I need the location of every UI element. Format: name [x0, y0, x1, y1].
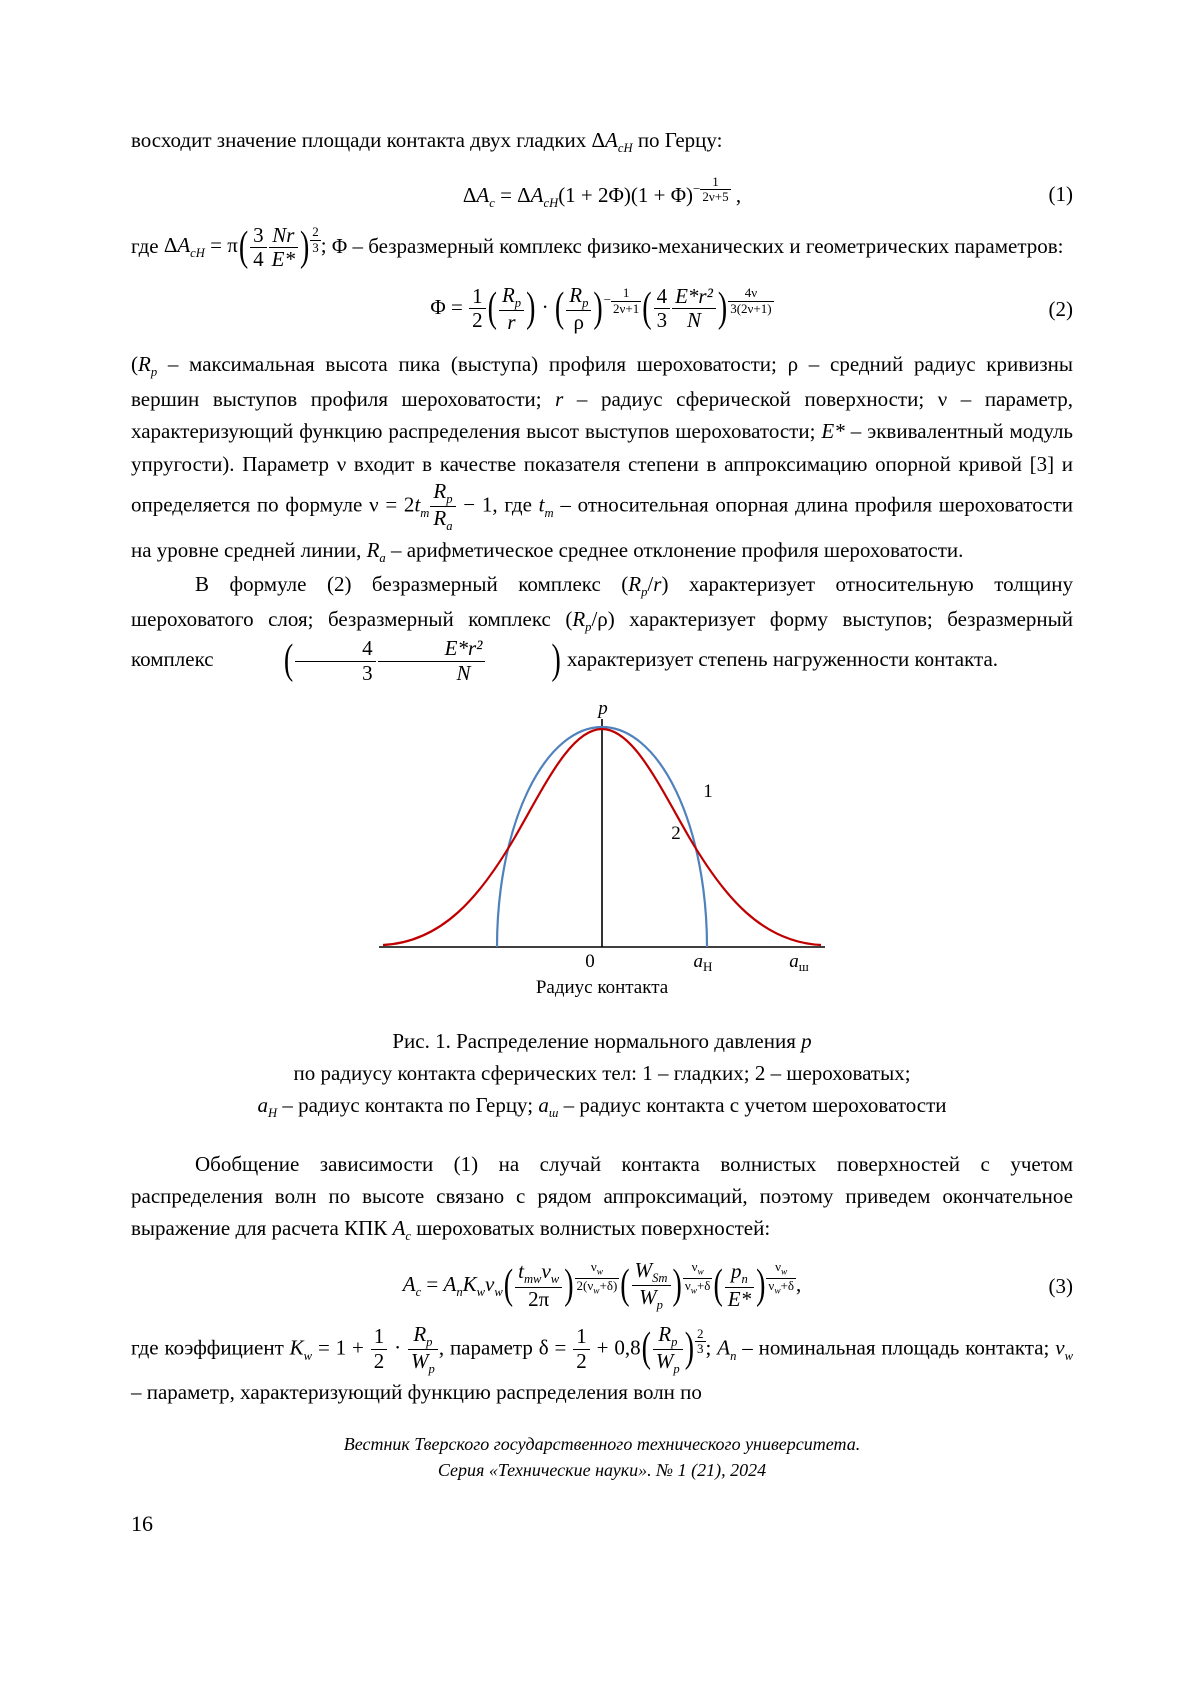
paren: )	[672, 1261, 682, 1309]
text: – номинальная площадь контакта;	[736, 1335, 1056, 1360]
var: R	[572, 606, 586, 631]
paren: )	[593, 284, 603, 332]
text: характеризует форму выступов; безразмерный комплекс	[131, 606, 1073, 672]
exponent	[575, 1260, 620, 1297]
formula	[402, 1258, 802, 1313]
sub: mw	[523, 1272, 542, 1287]
den: 2	[576, 1348, 587, 1373]
sub: ш	[798, 959, 809, 975]
sub: p	[585, 619, 592, 634]
var: E*r²	[675, 283, 713, 308]
num	[378, 637, 486, 662]
text: +δ)	[599, 1277, 618, 1293]
sub: p	[582, 295, 589, 310]
num	[766, 1260, 796, 1279]
text: характеризует степень нагруженности контакта.	[561, 647, 999, 672]
var: ν	[541, 1259, 551, 1284]
paragraph-generalization	[131, 1148, 1073, 1247]
sub: w	[690, 1286, 697, 1297]
text: где	[131, 233, 164, 258]
var: t	[538, 492, 545, 517]
caption-line-2	[131, 1057, 1073, 1089]
operator: ·	[388, 1335, 408, 1360]
sub: Sm	[652, 1271, 668, 1286]
den	[575, 1279, 620, 1297]
text: Рис. 1. Распределение нормального давления	[392, 1028, 802, 1053]
sub: p	[641, 585, 648, 600]
text: Обобщение зависимости (1) на случай контакта волнистых поверхностей с учетом распределения волн по высоте связано с рядом аппроксимаций, поэтому приведем окончательное выражение для расчета КПК	[131, 1151, 1073, 1241]
den	[378, 662, 486, 686]
x-axis-title: Радиус контакта	[535, 977, 669, 999]
text: (	[131, 352, 138, 377]
var: a	[538, 1093, 549, 1118]
var: W	[639, 1285, 657, 1310]
den	[499, 311, 524, 335]
num	[725, 1260, 754, 1287]
var: ν	[587, 1277, 594, 1293]
den: 3	[656, 308, 668, 333]
paren: )	[684, 1325, 695, 1372]
sub: w	[303, 1348, 313, 1363]
sub: w	[774, 1286, 781, 1297]
text: 2(	[576, 1277, 588, 1293]
text: )	[607, 606, 615, 631]
text: – радиус контакта с учетом шероховатости	[558, 1093, 947, 1118]
var: ν	[590, 1258, 597, 1274]
var: W	[634, 1258, 653, 1283]
den: 3(2ν+1)	[730, 300, 772, 316]
var: ν	[768, 1277, 775, 1293]
fraction	[295, 637, 376, 685]
paren: )	[551, 637, 561, 684]
den	[269, 248, 298, 272]
text: =	[421, 1271, 444, 1296]
text: ,	[730, 182, 742, 207]
fraction	[408, 1323, 438, 1377]
var: r	[555, 386, 564, 411]
fraction	[430, 480, 455, 534]
fraction	[310, 225, 321, 255]
text: – максимальная высота пика (выступа) профиля шероховатости; ρ – средний радиус кривизны вершин выступов профиля шероховатости;	[131, 352, 1073, 411]
num: 2	[312, 223, 319, 239]
minus-sign: −	[603, 292, 612, 308]
fraction	[378, 637, 486, 685]
formula	[462, 173, 742, 211]
sub: w	[781, 1267, 788, 1278]
text: ;	[320, 233, 327, 258]
fraction	[611, 286, 641, 316]
var: W	[655, 1348, 674, 1373]
num: 1	[611, 286, 641, 302]
var: E*	[727, 1286, 752, 1311]
sub: w	[1064, 1348, 1073, 1363]
text: – радиус контакта по Герцу;	[277, 1093, 539, 1118]
exponent	[728, 286, 773, 316]
num	[575, 1260, 620, 1279]
sub: m	[420, 505, 430, 520]
radius-hertz-label	[694, 951, 713, 974]
equation-1	[131, 175, 1073, 214]
var: W	[411, 1348, 429, 1373]
fraction	[728, 286, 773, 316]
fraction	[654, 285, 671, 333]
var: a	[789, 951, 799, 973]
exponent	[693, 175, 731, 205]
paren: (	[238, 223, 249, 271]
var: r	[507, 309, 516, 334]
caption-line-3	[131, 1089, 1073, 1124]
sub: w	[697, 1267, 704, 1278]
sub: H	[267, 1106, 278, 1121]
fraction	[766, 1260, 796, 1297]
equation-number: (2)	[1048, 296, 1073, 321]
den	[766, 1279, 796, 1297]
text: – арифметическое среднее отклонение профиля шероховатости.	[385, 537, 964, 562]
curve-2-label: 2	[671, 823, 681, 845]
text: шероховатых волнистых поверхностей:	[410, 1216, 771, 1241]
paren: )	[526, 284, 536, 332]
den: 2	[472, 308, 483, 333]
text: + 0,8	[590, 1335, 641, 1360]
num	[408, 1323, 438, 1350]
paren: )	[717, 284, 728, 332]
den: 2π	[528, 1286, 550, 1311]
var: A	[443, 1271, 457, 1296]
num: 1	[469, 285, 486, 310]
var: A	[530, 182, 544, 207]
figure-1	[131, 699, 1073, 1010]
var: A	[476, 182, 490, 207]
pressure-axis-label: p	[598, 699, 608, 720]
den	[632, 1286, 671, 1312]
fraction	[566, 284, 591, 335]
sub: w	[593, 1286, 600, 1297]
var: E*	[821, 419, 845, 444]
sub: a	[379, 550, 386, 565]
sub: c	[489, 196, 495, 211]
den: 2	[373, 1348, 385, 1373]
fraction	[695, 1327, 706, 1357]
den	[430, 507, 455, 533]
var: a	[693, 951, 704, 973]
equation-2	[131, 284, 1073, 335]
paren: (	[641, 1325, 651, 1372]
equation-number: (3)	[1048, 1273, 1073, 1298]
var: R	[433, 478, 447, 503]
footer-line-1: Вестник Тверского государственного технического университета.	[343, 1433, 861, 1454]
text: по Герцу:	[632, 128, 723, 152]
den	[725, 1288, 754, 1312]
var: a	[257, 1093, 268, 1118]
var: A	[392, 1216, 406, 1241]
exponent	[766, 1260, 796, 1297]
num: 4	[295, 637, 376, 662]
var: A	[717, 1335, 731, 1360]
fraction	[499, 284, 524, 335]
num	[566, 284, 591, 311]
paren: (	[554, 284, 565, 332]
sub: n	[730, 1348, 737, 1363]
var: K	[462, 1271, 477, 1296]
sub: p	[656, 1298, 663, 1313]
operator: ·	[536, 294, 554, 319]
sub: n	[741, 1272, 748, 1287]
fraction	[653, 1323, 683, 1377]
sub: p	[428, 1362, 435, 1377]
var: R	[628, 572, 642, 597]
sub: ш	[548, 1106, 559, 1121]
origin-label: 0	[585, 951, 595, 973]
den: 2ν+5	[702, 189, 729, 205]
sub: p	[426, 1334, 433, 1349]
text: =	[494, 182, 518, 207]
radius-rough-label	[789, 951, 809, 974]
page-number: 16	[131, 1510, 153, 1536]
fraction	[515, 1260, 562, 1311]
inline-formula	[163, 222, 327, 272]
fraction	[573, 1325, 590, 1373]
var: Δ	[163, 233, 178, 258]
var: p	[801, 1028, 812, 1053]
text: ;	[705, 1335, 712, 1360]
text: = π	[204, 233, 238, 258]
var: R	[501, 282, 515, 307]
text: параметр	[444, 1335, 539, 1360]
text: /	[591, 606, 598, 631]
var: R	[658, 1321, 672, 1346]
den	[683, 1279, 713, 1297]
num	[269, 224, 298, 249]
curve-1-label: 1	[703, 781, 713, 803]
den: 4	[253, 247, 264, 272]
var: Δ	[462, 182, 477, 207]
var: N	[456, 660, 471, 685]
paren: (	[283, 637, 294, 684]
paragraph-coefficients	[131, 1323, 1073, 1409]
den: 3	[697, 1341, 704, 1357]
fraction	[700, 175, 730, 205]
var: R	[138, 352, 151, 377]
footer-line-2: Серия «Технические науки». № 1 (21), 2024	[437, 1459, 767, 1480]
sub: w	[596, 1267, 603, 1278]
exponent	[683, 1260, 713, 1297]
num: 1	[573, 1325, 590, 1350]
exponent	[604, 286, 642, 316]
text: ,	[796, 1271, 802, 1296]
den	[408, 1350, 438, 1376]
fraction	[632, 1259, 671, 1313]
text: /	[647, 572, 654, 597]
fraction	[725, 1260, 754, 1311]
fraction	[269, 224, 298, 272]
den: 2ν+1	[613, 300, 640, 316]
num: 1	[371, 1325, 388, 1350]
num: 2	[697, 1325, 704, 1341]
var: A	[605, 128, 618, 152]
num	[632, 1259, 671, 1286]
text: – эквивалентный модуль упругости). Параметр ν входит в качестве показателя степени в аппроксимацию опорной кривой [3] и определяется по формуле ν = 2	[131, 419, 1074, 517]
num	[499, 284, 524, 311]
den: 3	[362, 660, 373, 685]
paragraph-intro	[131, 124, 1073, 159]
paren: )	[564, 1261, 574, 1309]
var: ν	[775, 1258, 782, 1274]
fraction	[371, 1325, 388, 1373]
var: Δ	[517, 182, 531, 207]
var: Δ	[591, 128, 606, 152]
sub: p	[671, 1334, 678, 1349]
text: – параметр, характеризующий функцию распределения волн по	[131, 1380, 702, 1405]
equation-3	[131, 1259, 1073, 1313]
var: R	[433, 506, 447, 531]
var: A	[402, 1271, 416, 1296]
var: ν	[691, 1258, 698, 1274]
var: A	[177, 233, 191, 258]
text: − 1, где	[456, 492, 539, 517]
sub: w	[494, 1284, 503, 1299]
sub: w	[550, 1272, 560, 1287]
paragraph-formula2-discussion	[131, 568, 1073, 685]
fraction	[575, 1260, 620, 1297]
fraction	[683, 1260, 713, 1297]
text: характеризует относительную толщину шероховатого слоя; безразмерный комплекс (	[131, 572, 1073, 631]
text: )	[661, 572, 669, 597]
paren: (	[620, 1261, 630, 1309]
var: r	[653, 572, 662, 597]
text: ρ	[597, 606, 608, 631]
sub: c	[415, 1284, 422, 1299]
num	[515, 1260, 562, 1287]
paragraph-definitions	[131, 348, 1073, 568]
var: t	[518, 1259, 524, 1284]
paren: )	[756, 1261, 766, 1309]
var: ν	[485, 1271, 495, 1296]
paren: (	[713, 1261, 723, 1309]
fraction	[672, 285, 716, 333]
num	[672, 285, 716, 310]
text: по радиусу контакта сферических тел: 1 – гладких; 2 – шероховатых;	[293, 1060, 911, 1085]
num: 1	[700, 175, 730, 191]
fraction	[250, 224, 267, 272]
sub: p	[150, 365, 158, 380]
var: R	[413, 1321, 427, 1346]
paren: (	[487, 284, 497, 332]
text: В формуле (2) безразмерный комплекс (	[195, 572, 629, 597]
den	[672, 309, 716, 333]
minus-sign: −	[693, 180, 701, 196]
text: ,	[438, 1335, 445, 1360]
var: E*r²	[444, 636, 483, 661]
sub: H	[703, 959, 713, 975]
var: K	[289, 1335, 304, 1360]
var: R	[569, 282, 583, 307]
var: t	[414, 492, 421, 517]
sub: p	[446, 492, 453, 507]
caption-line-1	[131, 1025, 1073, 1057]
exponent	[695, 1327, 706, 1357]
figure-1-chart	[367, 699, 837, 1001]
paren: (	[503, 1261, 514, 1309]
num	[683, 1260, 713, 1279]
sub: p	[673, 1362, 680, 1377]
var: ν	[1055, 1335, 1065, 1360]
num: 4ν	[728, 286, 773, 302]
text: – радиус сферической поверхности; ν – параметр, характеризующий функцию распределения высот выступов шероховатости;	[131, 386, 1073, 444]
text: = 1 +	[312, 1335, 370, 1360]
den: 3	[312, 239, 319, 255]
var: p	[731, 1259, 742, 1284]
var: R	[366, 537, 380, 562]
exponent	[310, 225, 321, 255]
paragraph-where	[131, 224, 1073, 272]
text: +δ	[780, 1277, 795, 1293]
text: Φ =	[430, 294, 469, 319]
text: – относительная опорная длина профиля шероховатости на уровне средней линии,	[131, 492, 1073, 562]
paren: )	[299, 223, 310, 271]
journal-footer	[131, 1431, 1073, 1483]
figure-caption	[131, 1025, 1073, 1124]
sub: n	[456, 1284, 463, 1299]
var: ν	[684, 1277, 691, 1293]
num	[430, 480, 455, 507]
sub: m	[544, 505, 554, 520]
sub: a	[446, 519, 453, 534]
var: Nr	[272, 222, 295, 247]
var: N	[686, 308, 701, 333]
sub: cH	[617, 141, 633, 156]
text: δ =	[538, 1335, 573, 1360]
num	[653, 1323, 683, 1350]
sub: cH	[190, 246, 205, 261]
den: ρ	[573, 309, 585, 334]
sub: w	[476, 1284, 486, 1299]
den	[653, 1350, 683, 1376]
num: 3	[250, 224, 267, 249]
text: Φ – безразмерный комплекс физико-механических и геометрических параметров:	[326, 233, 1064, 258]
text: восходит значение площади контакта двух гладких	[131, 128, 592, 152]
paren: (	[642, 284, 652, 332]
equation-number: (1)	[1048, 181, 1073, 206]
sub: c	[405, 1229, 411, 1244]
sub: cH	[543, 196, 559, 211]
sub: p	[514, 295, 522, 310]
text: +δ	[696, 1277, 711, 1293]
text: где коэффициент	[131, 1335, 290, 1360]
num: 4	[654, 285, 671, 310]
var: E*	[271, 247, 295, 272]
fraction	[469, 285, 486, 333]
text: (1 + 2Φ)(1 + Φ)	[558, 182, 694, 207]
